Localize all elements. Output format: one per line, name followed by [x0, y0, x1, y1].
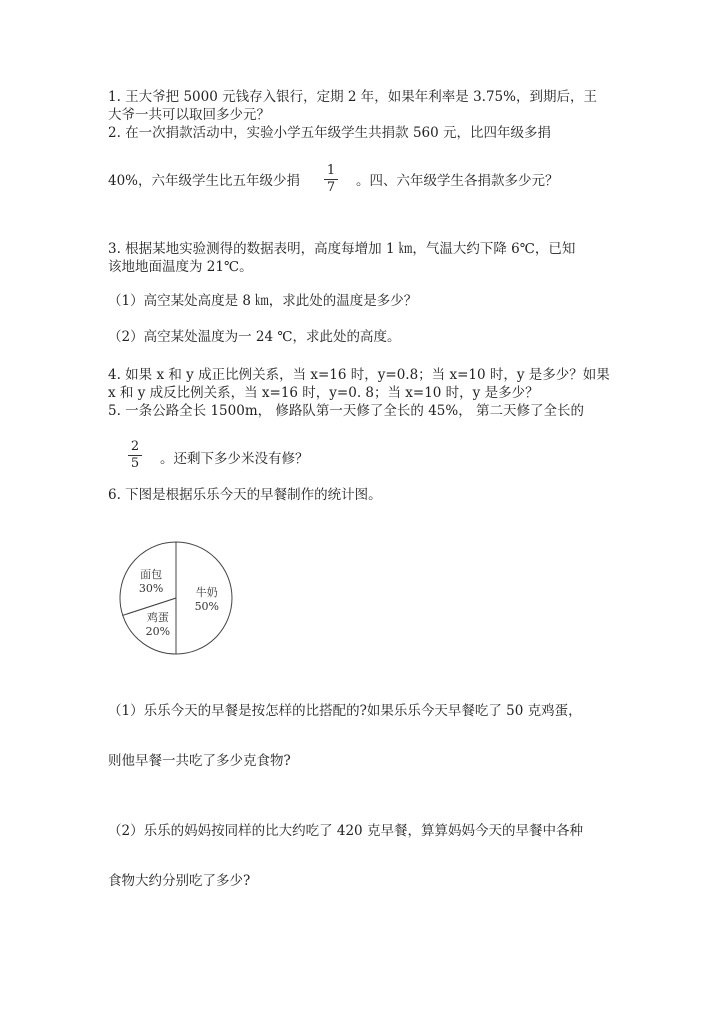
pie-slice-label: 牛奶	[195, 586, 218, 599]
problem-6-sub-1-line-2: 则他早餐一共吃了多少克食物?	[108, 753, 291, 769]
problem-1-line-1: 1. 王大爷把 5000 元钱存入银行，定期 2 年，如果年利率是 3.75%，到期后，王	[108, 89, 597, 105]
problem-6-sub-2-line-2: 食物大约分别吃了多少?	[108, 873, 251, 889]
problem-3-line-2: 该地地面温度为 21℃。	[108, 259, 253, 275]
fraction-denominator: 5	[130, 456, 140, 471]
fraction-denominator: 7	[326, 180, 336, 195]
problem-6-sub-1-line-1: （1）乐乐今天的早餐是按怎样的比搭配的?如果乐乐今天早餐吃了 50 克鸡蛋，	[108, 703, 582, 719]
fraction-two-fifths	[128, 440, 142, 471]
breakfast-pie-chart	[106, 536, 246, 666]
pie-slice-label: 面包	[140, 567, 163, 581]
problem-4-line-1: 4. 如果 x 和 y 成正比例关系，当 x=16 时，y=0.8；当 x=10 时，y 是多少？如果	[108, 367, 610, 383]
problem-2-line-2-pre: 40%，六年级学生比五年级少捐	[108, 173, 301, 189]
problem-6-line-1: 6. 下图是根据乐乐今天的早餐制作的统计图。	[108, 487, 382, 503]
problem-3-sub-1: （1）高空某处高度是 8 ㎞，求此处的温度是多少？	[108, 293, 418, 309]
pie-slice-value: 20%	[145, 624, 171, 638]
problem-6-sub-2-line-1: （2）乐乐的妈妈按同样的比大约吃了 420 克早餐，算算妈妈今天的早餐中各种	[108, 823, 583, 839]
problem-3-line-1: 3. 根据某地实验测得的数据表明，高度每增加 1 ㎞，气温大约下降 6℃，已知	[108, 241, 576, 257]
pie-slice-value: 30%	[138, 581, 164, 595]
problem-5-line-2-post: 。还剩下多少米没有修？	[160, 451, 309, 467]
fraction-numerator: 2	[130, 439, 140, 454]
fraction-numerator: 1	[326, 163, 336, 178]
problem-2-line-2-post: 。四、六年级学生各捐款多少元？	[356, 173, 559, 189]
problem-3-sub-2: （2）高空某处温度为一 24 ℃，求此处的高度。	[108, 329, 401, 345]
problem-5-line-1: 5. 一条公路全长 1500m， 修路队第一天修了全长的 45%， 第二天修了全长的	[108, 403, 584, 419]
problem-4-line-2: x 和 y 成反比例关系，当 x=16 时，y=0. 8；当 x=10 时，y 是多少？	[108, 385, 539, 401]
pie-slice-label: 鸡蛋	[146, 610, 169, 624]
problem-1-line-2: 大爷一共可以取回多少元？	[108, 107, 270, 123]
problem-2-line-1: 2. 在一次捐款活动中，实验小学五年级学生共捐款 560 元，比四年级多捐	[108, 125, 552, 141]
pie-slice-value: 50%	[194, 600, 220, 613]
fraction-one-seventh	[324, 164, 338, 195]
